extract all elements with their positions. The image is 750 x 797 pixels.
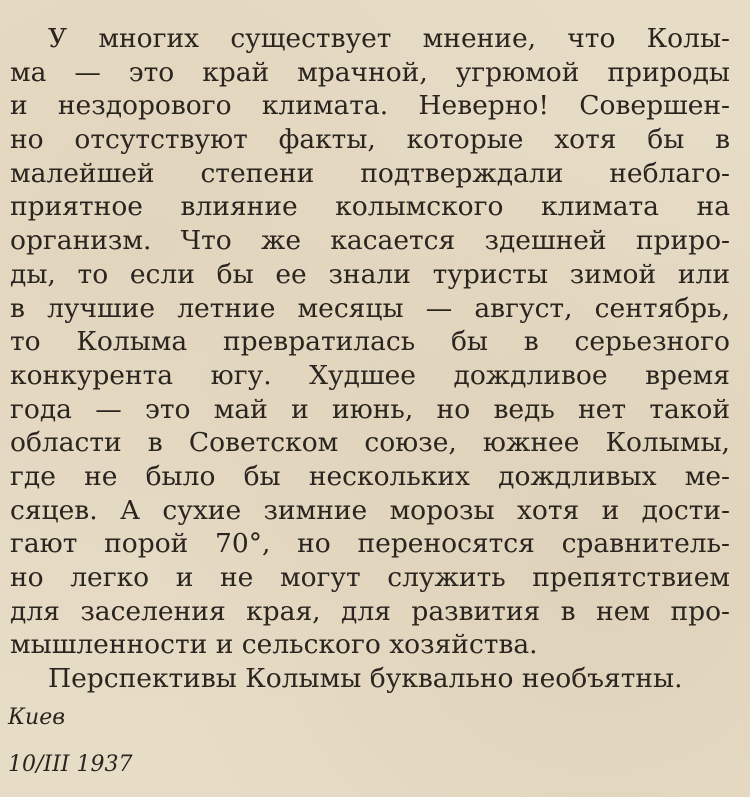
text-line: для заселения края, для развития в нем про- xyxy=(10,595,730,627)
text-line: но легко и не могут служить препятствием xyxy=(10,562,730,593)
signature-date: 10/III 1937 xyxy=(8,752,133,777)
text-line: ды, то если бы ее знали туристы зимой или xyxy=(10,258,730,290)
text-line: ма — это край мрачной, угрюмой природы xyxy=(10,56,730,88)
signature-place: Киев xyxy=(8,705,66,730)
text-line: гают порой 70°, но переносятся сравнитель- xyxy=(10,528,730,560)
text-line: мышленности и сельского хозяйства. xyxy=(10,629,538,661)
text-line: то Колыма превратилась бы в серьезного xyxy=(10,326,730,358)
text-line: приятное влияние колымского климата на xyxy=(10,191,730,223)
text-line: Перспективы Колымы буквально необъятны. xyxy=(48,663,683,695)
article-text xyxy=(10,22,730,696)
text-line: где не было бы нескольких дождливых ме- xyxy=(10,460,730,492)
text-line: организм. Что же касается здешней приро- xyxy=(10,225,730,257)
text-line: малейшей степени подтверждали неблаго- xyxy=(10,157,730,189)
text-line: конкурента югу. Худшее дождливое время xyxy=(10,359,730,391)
text-line: но отсутствуют факты, которые хотя бы в xyxy=(10,124,730,156)
text-line: года — это май и июнь, но ведь нет такой xyxy=(10,393,730,425)
text-line: области в Советском союзе, южнее Колымы, xyxy=(10,427,730,459)
text-line: сяцев. А сухие зимние морозы хотя и дости- xyxy=(10,494,730,526)
text-line: в лучшие летние месяцы — август, сентябрь, xyxy=(10,292,730,324)
text-line: У многих существует мнение, что Колы- xyxy=(48,23,730,54)
text-line: и нездорового климата. Неверно! Совершен- xyxy=(10,90,730,122)
